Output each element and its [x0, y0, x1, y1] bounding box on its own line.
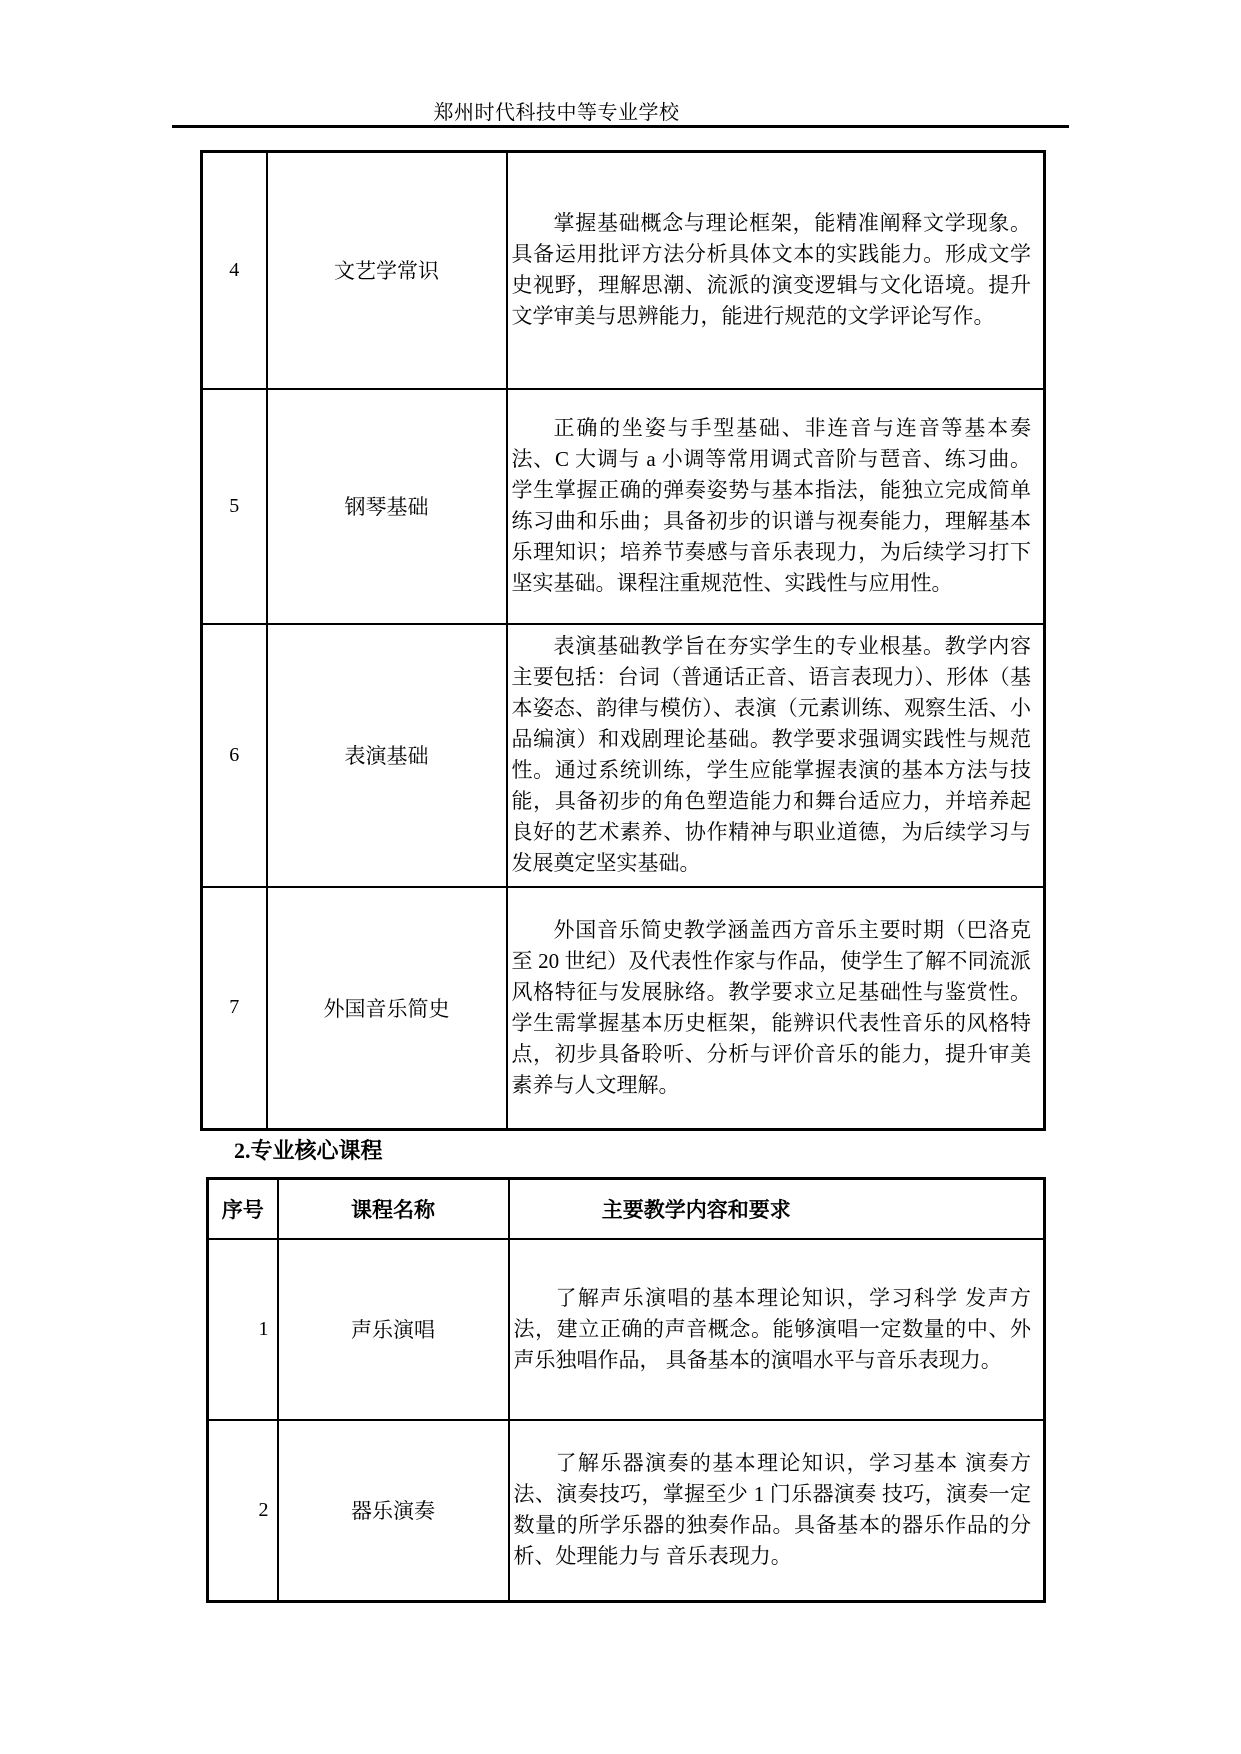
course-content-cell: [507, 389, 1045, 624]
core-courses-table: [206, 1177, 1046, 1603]
school-name-header: 郑州时代科技中等专业学校: [433, 102, 680, 124]
header-cell-number: 序号: [208, 1179, 278, 1239]
course-name-cell: 表演基础: [267, 624, 507, 887]
course-description: 表演基础教学旨在夯实学生的专业根基。教学内容主要包括：台词（普通话正音、语言表现力）、形体（基本姿态、韵律与模仿）、表演（元素训练、观察生活、小品编演）和戏剧理论基础。教学要求强调实践性与规范性。通过系统训练，学生应能掌握表演的基本方法与技能，具备初步的角色塑造能力和舞台适应力，并培养起良好的艺术素养、协作精神与职业道德，为后续学习与发展奠定坚实基础。: [511, 634, 1031, 875]
course-description: 正确的坐姿与手型基础、非连音与连音等基本奏法、C 大调与 a 小调等常用调式音阶与琶音、练习曲。学生掌握正确的弹奏姿势与基本指法，能独立完成简单练习曲和乐曲；具备初步的识谱与视奏能力，理解基本乐理知识；培养节奏感与音乐表现力，为后续学习打下坚实基础。课程注重规范性、实践性与应用性。: [511, 416, 1031, 595]
course-description: 了解乐器演奏的基本理论知识，学习基本 演奏方法、演奏技巧，掌握至少 1 门乐器演奏 技巧，演奏一定数量的所学乐器的独奏作品。具备基本的器乐作品的分析、处理能力与 音乐表现力。: [513, 1451, 1031, 1569]
table-row: [202, 389, 1045, 624]
course-content-cell: [507, 152, 1045, 389]
section-heading: 2.专业核心课程: [234, 1138, 383, 1163]
table-row: [202, 887, 1045, 1130]
row-number-cell: 7: [202, 887, 267, 1130]
course-content-cell: [507, 624, 1045, 887]
course-name-cell: 外国音乐简史: [267, 887, 507, 1130]
table-row: [208, 1420, 1045, 1602]
course-name-cell: 文艺学常识: [267, 152, 507, 389]
table-row: [202, 152, 1045, 389]
course-content-cell: [509, 1420, 1045, 1602]
table-header-row: [208, 1179, 1045, 1239]
row-number-cell: 5: [202, 389, 267, 624]
course-name-cell: 声乐演唱: [278, 1239, 509, 1420]
row-number-cell: 1: [208, 1239, 278, 1420]
row-number-cell: 2: [208, 1420, 278, 1602]
course-description: 掌握基础概念与理论框架，能精准阐释文学现象。具备运用批评方法分析具体文本的实践能力。形成文学史视野，理解思潮、流派的演变逻辑与文化语境。提升文学审美与思辨能力，能进行规范的文学评论写作。: [511, 211, 1031, 329]
course-name-cell: 器乐演奏: [278, 1420, 509, 1602]
course-description: 了解声乐演唱的基本理论知识，学习科学 发声方法，建立正确的声音概念。能够演唱一定数量的中、外声乐独唱作品， 具备基本的演唱水平与音乐表现力。: [513, 1285, 1031, 1372]
table-row: [202, 624, 1045, 887]
header-rule: [172, 125, 1069, 128]
course-content-cell: [507, 887, 1045, 1130]
header-cell-content: 主要教学内容和要求: [509, 1179, 1045, 1239]
course-content-cell: [509, 1239, 1045, 1420]
course-description: 外国音乐简史教学涵盖西方音乐主要时期（巴洛克至 20 世纪）及代表性作家与作品，使学生了解不同流派风格特征与发展脉络。教学要求立足基础性与鉴赏性。学生需掌握基本历史框架，能辨识代表性音乐的风格特点，初步具备聆听、分析与评价音乐的能力，提升审美素养与人文理解。: [511, 917, 1031, 1097]
header-cell-course: 课程名称: [278, 1179, 509, 1239]
row-number-cell: 4: [202, 152, 267, 389]
row-number-cell: 6: [202, 624, 267, 887]
table-row: [208, 1239, 1045, 1420]
basic-courses-table: [200, 150, 1046, 1131]
course-name-cell: 钢琴基础: [267, 389, 507, 624]
